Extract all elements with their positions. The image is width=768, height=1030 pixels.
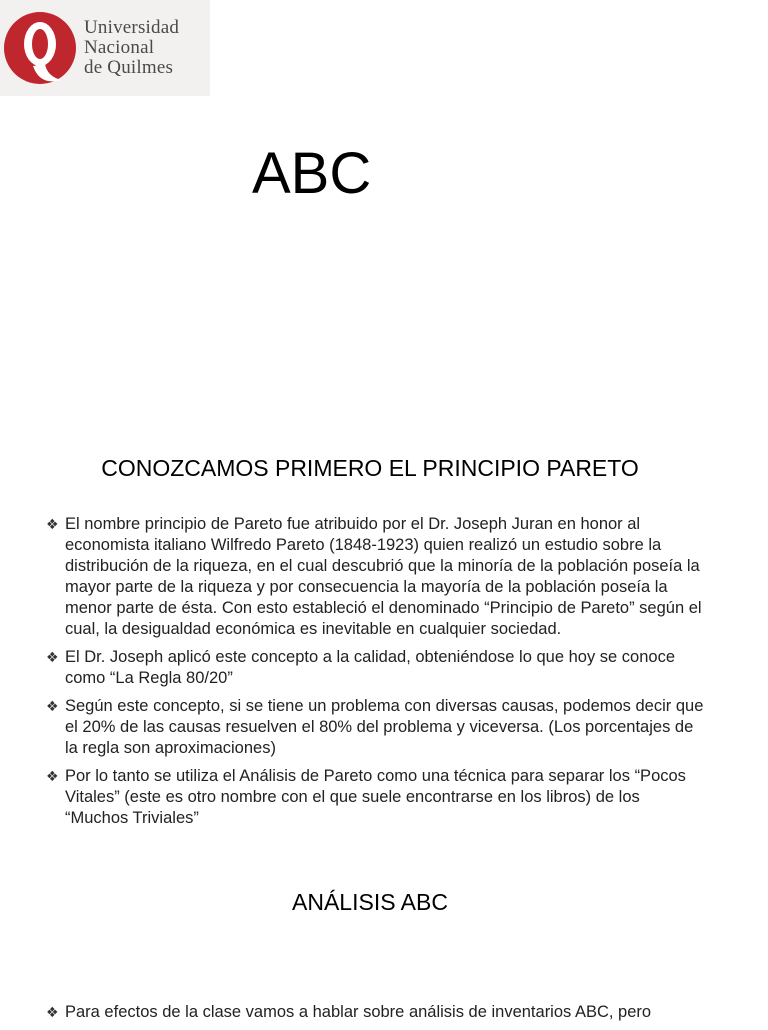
diamond-bullet-icon: ❖ [46,1004,59,1020]
diamond-bullet-icon: ❖ [46,698,59,714]
diamond-bullet-icon: ❖ [46,516,59,532]
list-item-text: Por lo tanto se utiliza el Análisis de Pareto como una técnica para separar los “Pocos Vitales” (este es otro nombre con el que suele encontrarse en los libros) de los “Muchos Triviales” [65,767,686,827]
list-item-text: Para efectos de la clase vamos a hablar sobre análisis de inventarios ABC, pero [65,1003,652,1021]
university-logo [0,0,210,96]
abc-bullet-list [46,1002,706,1030]
list-item [46,647,706,689]
list-item [46,766,706,829]
logo-line-1: Universidad [84,17,180,38]
diamond-bullet-icon: ❖ [46,768,59,784]
logo-wordmark [84,18,179,78]
list-item-text: El Dr. Joseph aplicó este concepto a la calidad, obteniéndose lo que hoy se conoce como “La Regla 80/20” [65,648,675,687]
section-heading-abc: ANÁLISIS ABC [292,889,448,915]
pareto-bullet-list [46,514,706,836]
list-item [46,514,706,640]
slide-title: ABC [252,141,372,206]
section-heading-pareto: CONOZCAMOS PRIMERO EL PRINCIPIO PARETO [101,455,639,481]
diamond-bullet-icon: ❖ [46,649,59,665]
list-item-text: Según este concepto, si se tiene un problema con diversas causas, podemos decir que el 20% de las causas resuelven el 80% del problema y viceversa. (Los porcentajes de la regla son aproximaciones) [65,697,704,757]
logo-line-3: de Quilmes [84,57,174,78]
logo-line-2: Nacional [84,37,155,58]
q-emblem-icon [3,10,77,88]
list-item [46,1002,706,1023]
list-item [46,696,706,759]
list-item-text: El nombre principio de Pareto fue atribuido por el Dr. Joseph Juran en honor al economista italiano Wilfredo Pareto (1848-1923) quien realizó un estudio sobre la distribución de la riqueza, en el cual descubrió que la minoría de la población poseía la mayor parte de la riqueza y por consecuencia la mayoría de la población poseía la menor parte de ésta. Con esto estableció el denominado “Principio de Pareto” según el cual, la desigualdad económica es inevitable en cualquier sociedad. [65,515,702,638]
